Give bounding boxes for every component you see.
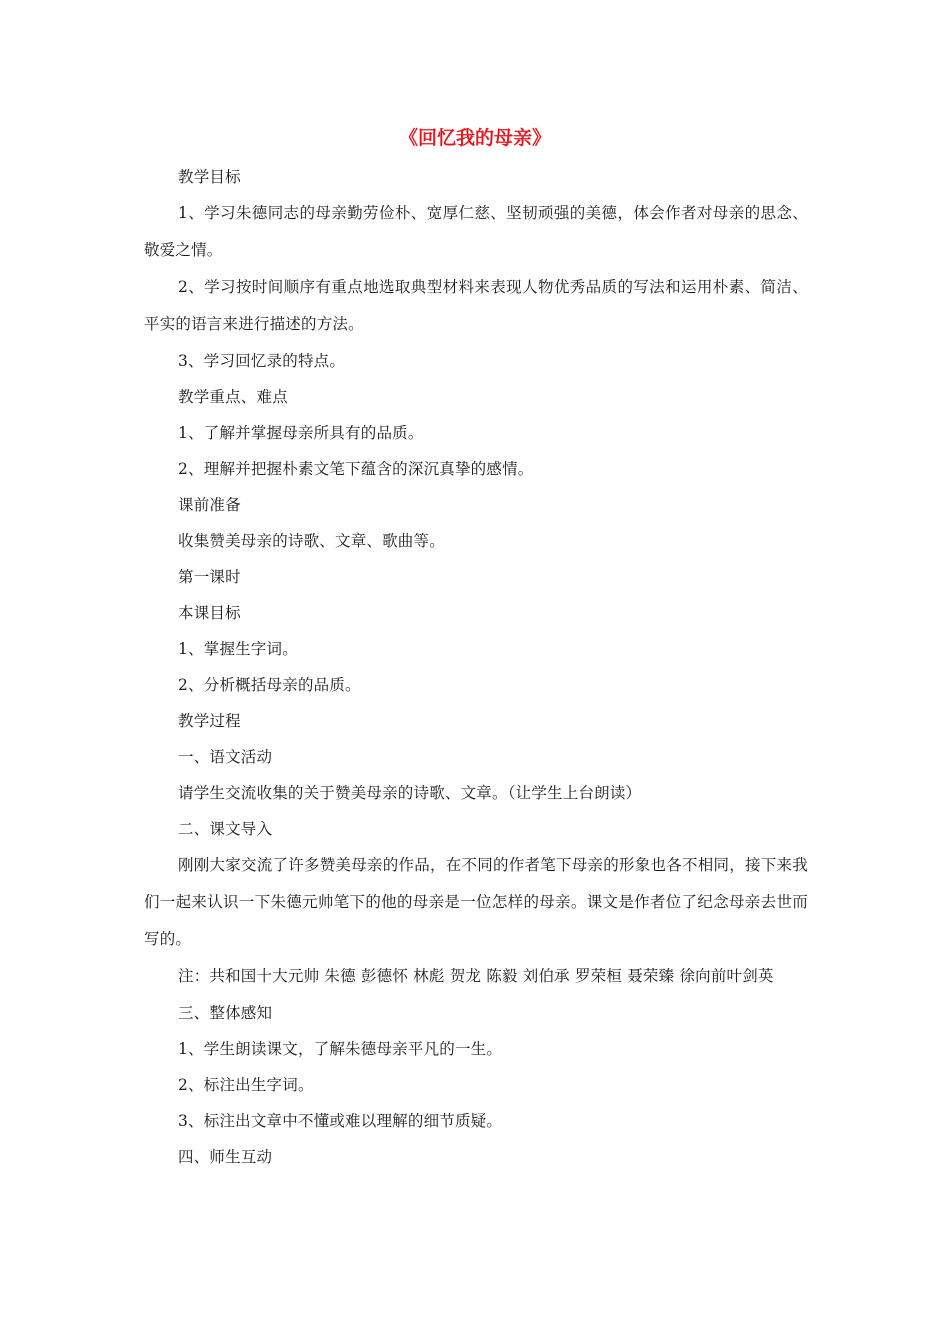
- document-body: [144, 159, 808, 1175]
- section-heading-overall: 三、整体感知: [178, 1004, 273, 1022]
- section-heading-first-lesson: 第一课时: [178, 568, 241, 586]
- paragraph-goal-3: 3、学习回忆录的特点。: [178, 352, 346, 370]
- paragraph-preparation: 收集赞美母亲的诗歌、文章、歌曲等。: [178, 532, 445, 550]
- section-heading-teaching-goals: 教学目标: [178, 168, 241, 186]
- paragraph-goal-2: 2、学习按时间顺序有重点地选取典型材料来表现人物优秀品质的写法和运用朴素、简洁、平实的语言来进行描述的方法。: [144, 278, 808, 333]
- paragraph-overall-2: 2、标注出生字词。: [178, 1076, 314, 1094]
- paragraph-goal-1: 1、学习朱德同志的母亲勤劳俭朴、宽厚仁慈、坚韧顽强的美德，体会作者对母亲的思念、敬爱之情。: [144, 204, 808, 259]
- document-title: 《回忆我的母亲》: [398, 127, 551, 149]
- paragraph-lesson-goal-1: 1、掌握生字词。: [178, 640, 298, 658]
- section-heading-lesson-goals: 本课目标: [178, 604, 241, 622]
- section-heading-activity: 一、语文活动: [178, 748, 273, 766]
- paragraph-activity: 请学生交流收集的关于赞美母亲的诗歌、文章。（让学生上台朗读）: [178, 784, 642, 802]
- section-heading-process: 教学过程: [178, 712, 241, 730]
- paragraph-key-point-1: 1、了解并掌握母亲所具有的品质。: [178, 424, 424, 442]
- paragraph-overall-3: 3、标注出文章中不懂或难以理解的细节质疑。: [178, 1112, 503, 1130]
- paragraph-introduction: 刚刚大家交流了许多赞美母亲的作品，在不同的作者笔下母亲的形象也各不相同，接下来我们一起来认识一下朱德元帅笔下的他的母亲是一位怎样的母亲。课文是作者位了纪念母亲去世而写的。: [144, 856, 808, 948]
- section-heading-preparation: 课前准备: [178, 496, 241, 514]
- paragraph-overall-1: 1、学生朗读课文，了解朱德母亲平凡的一生。: [178, 1040, 503, 1058]
- section-heading-key-points: 教学重点、难点: [178, 388, 288, 406]
- section-heading-introduction: 二、课文导入: [178, 820, 273, 838]
- paragraph-note: 注：共和国十大元帅 朱德 彭德怀 林彪 贺龙 陈毅 刘伯承 罗荣桓 聂荣臻 徐向前叶剑英: [178, 967, 774, 985]
- section-heading-interaction: 四、师生互动: [178, 1148, 273, 1166]
- paragraph-key-point-2: 2、理解并把握朴素文笔下蕴含的深沉真挚的感情。: [178, 460, 534, 478]
- paragraph-lesson-goal-2: 2、分析概括母亲的品质。: [178, 676, 361, 694]
